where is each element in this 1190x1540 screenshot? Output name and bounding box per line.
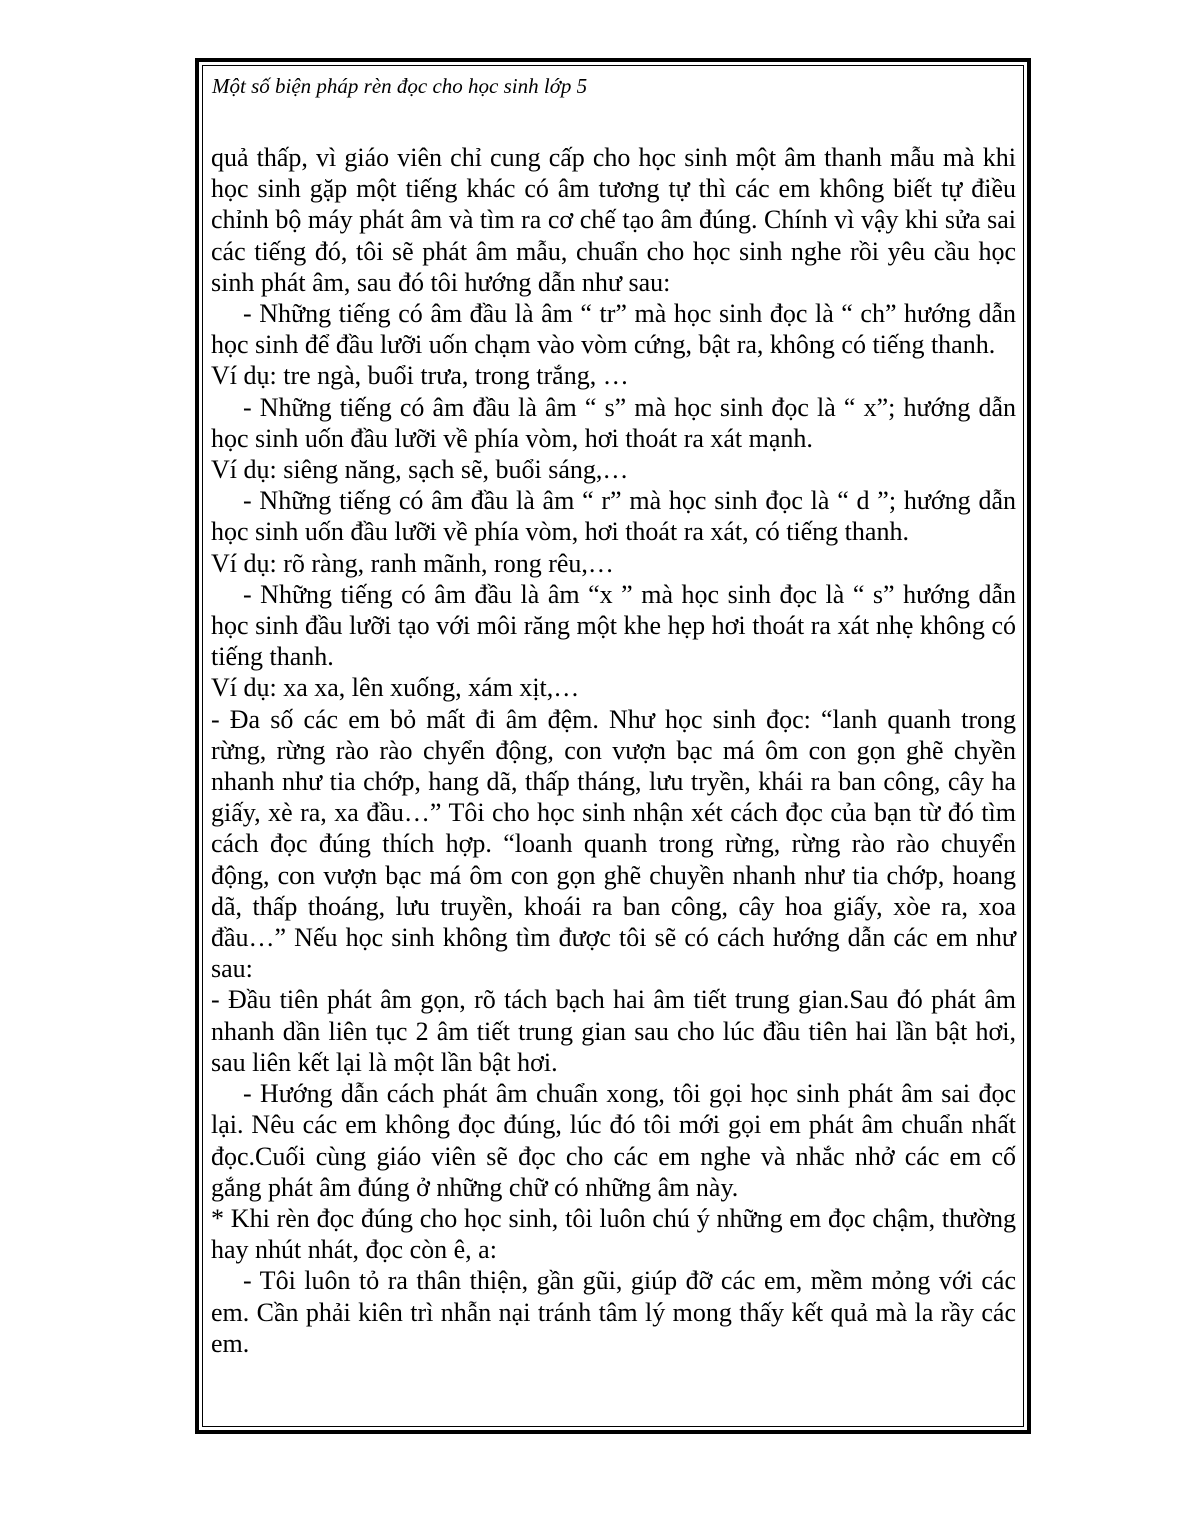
paragraph: - Tôi luôn tỏ ra thân thiện, gần gũi, giúp đỡ các em, mềm mỏng với các em. Cần phải kiên trì nhẫn nại tránh tâm lý mong thấy kết quả mà la rầy các em.	[211, 1266, 1016, 1358]
paragraph: - Những tiếng có âm đầu là âm “x ” mà học sinh đọc là “ s” hướng dẫn học sinh đầu lưỡi tạo với môi răng một khe hẹp hơi thoát ra xát nhẹ không có tiếng thanh.	[211, 579, 1016, 672]
document-body	[211, 142, 1016, 1359]
paragraph: - Những tiếng có âm đầu là âm “ s” mà học sinh đọc là “ x”; hướng dẫn học sinh uốn đầu lưỡi về phía vòm, hơi thoát ra xát mạnh.	[211, 392, 1016, 453]
paragraph: - Đa số các em bỏ mất đi âm đệm. Như học sinh đọc: “lanh quanh trong rừng, rừng rào rào chyển động, con vượn bạc má ôm con gọn ghẽ chyền nhanh như tia chớp, hang dã, thấp tháng, lưu tryền, khái ra ban công, cây ha giấy, xè ra, xa đầu…” Tôi cho học sinh nhận xét cách đọc của bạn từ đó tìm cách đọc đúng thích hợp. “loanh quanh trong rừng, rừng rào rào chuyển động, con vượn bạc má ôm con gọn ghẽ chuyền nhanh như tia chớp, hoang dã, thấp thoáng, lưu truyền, khoái ra ban công, cây hoa giấy, xòe ra, xoa đầu…” Nếu học sinh không tìm được tôi sẽ có cách hướng dẫn các em như sau:	[211, 704, 1016, 984]
paragraph: * Khi rèn đọc đúng cho học sinh, tôi luôn chú ý những em đọc chậm, thường hay nhút nhát, đọc còn ê, a:	[211, 1203, 1016, 1265]
example-line: Ví dụ: siêng năng, sạch sẽ, buổi sáng,…	[211, 455, 629, 485]
paragraph: - Đầu tiên phát âm gọn, rõ tách bạch hai âm tiết trung gian.Sau đó phát âm nhanh dần liên tục 2 âm tiết trung gian sau cho lúc đầu tiên hai lần bật hơi, sau liên kết lại là một lần bật hơi.	[211, 985, 1016, 1077]
paragraph: - Những tiếng có âm đầu là âm “ r” mà học sinh đọc là “ d ”; hướng dẫn học sinh uốn đầu lưỡi về phía vòm, hơi thoát ra xát, có tiếng thanh.	[211, 486, 1016, 547]
example-line: Ví dụ: tre ngà, buổi trưa, trong trắng, …	[211, 361, 629, 391]
paragraph: - Hướng dẫn cách phát âm chuẩn xong, tôi gọi học sinh phát âm sai đọc lại. Nêu các em không đọc đúng, lúc đó tôi mới gọi em phát âm chuẩn nhất đọc.Cuối cùng giáo viên sẽ đọc cho các em nghe và nhắc nhở các em cố gắng phát âm đúng ở những chữ có những âm này.	[211, 1079, 1016, 1202]
paragraph: - Những tiếng có âm đầu là âm “ tr” mà học sinh đọc là “ ch” hướng dẫn học sinh để đầu lưỡi uốn chạm vào vòm cứng, bật ra, không có tiếng thanh.	[211, 299, 1016, 360]
paragraph: quả thấp, vì giáo viên chỉ cung cấp cho học sinh một âm thanh mẫu mà khi học sinh gặp một tiếng khác có âm tương tự thì các em không biết tự điều chỉnh bộ máy phát âm và tìm ra cơ chế tạo âm đúng. Chính vì vậy khi sửa sai các tiếng đó, tôi sẽ phát âm mẫu, chuẩn cho học sinh nghe rồi yêu cầu học sinh phát âm, sau đó tôi hướng dẫn như sau:	[211, 143, 1016, 297]
running-header: Một số biện pháp rèn đọc cho học sinh lớp 5	[212, 74, 588, 98]
example-line: Ví dụ: rõ ràng, ranh mãnh, rong rêu,…	[211, 548, 614, 578]
example-line: Ví dụ: xa xa, lên xuống, xám xịt,…	[211, 673, 580, 703]
